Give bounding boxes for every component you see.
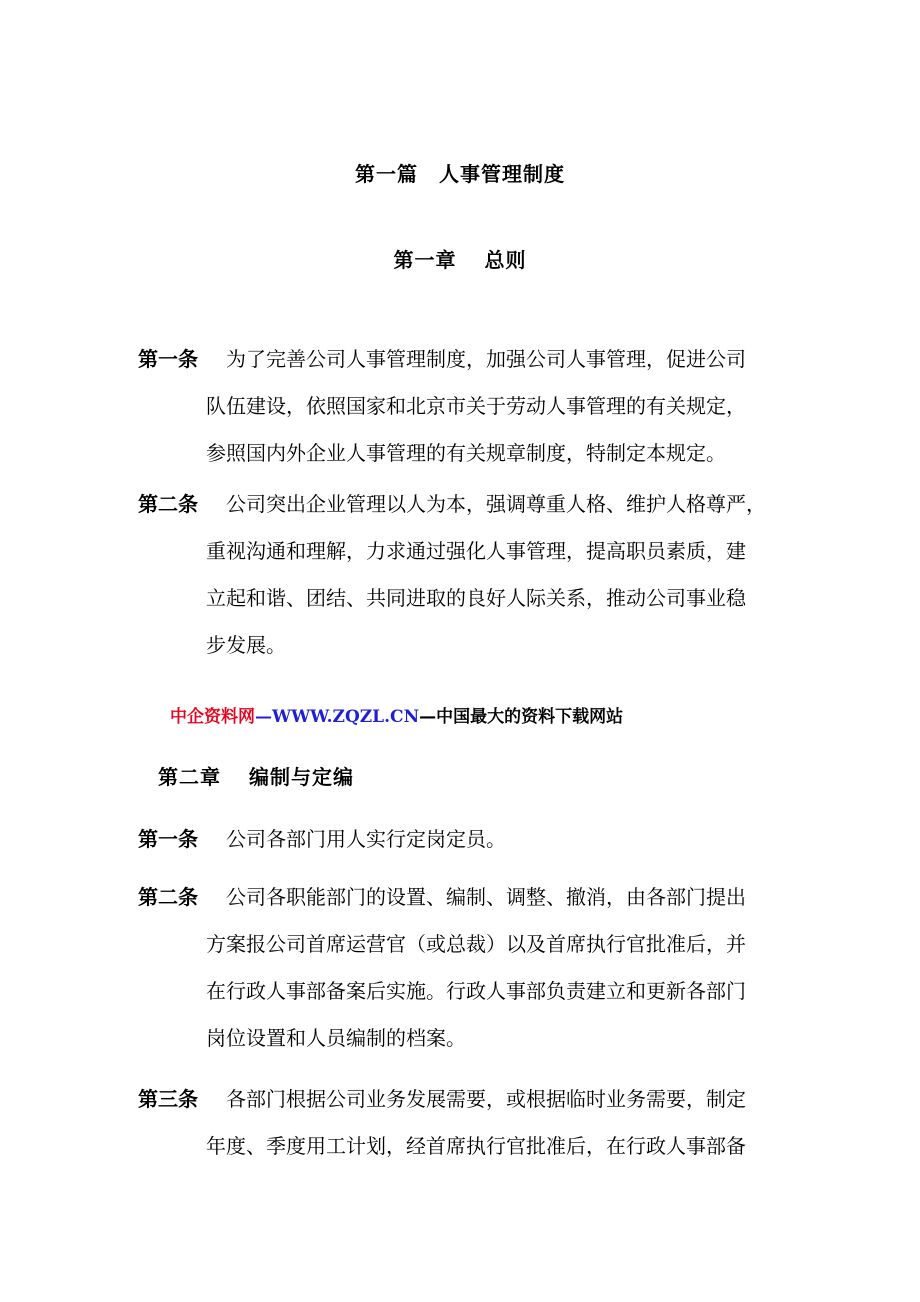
watermark-url: WWW.ZQZL.CN — [272, 707, 420, 727]
chapter-2-article-2 — [138, 874, 798, 1062]
article-text-line: 岗位设置和人员编制的档案。 — [206, 1026, 466, 1050]
part-title: 第一篇 人事管理制度 — [355, 162, 565, 186]
article-text-line: 参照国内外企业人事管理的有关规章制度，特制定本规定。 — [206, 441, 726, 465]
article-text-line: 立起和谐、团结、共同进取的良好人际关系，推动公司事业稳 — [206, 586, 746, 610]
article-text-line: 公司突出企业管理以人为本，强调尊重人格、维护人格尊严， — [226, 492, 766, 516]
chapter-1-title: 总则 — [484, 248, 527, 272]
article-label: 第二条 — [138, 885, 198, 909]
chapter-2-article-3 — [138, 1076, 798, 1170]
article-text-line: 在行政人事部备案后实施。行政人事部负责建立和更新各部门 — [206, 979, 746, 1003]
article-first-line — [138, 1076, 798, 1123]
article-text-line: 公司各部门用人实行定岗定员。 — [226, 827, 506, 851]
chapter-1-heading — [0, 244, 920, 273]
watermark-slogan: 中国最大的资料下载网站 — [436, 707, 624, 727]
article-text-line: 为了完善公司人事管理制度，加强公司人事管理，促进公司 — [226, 347, 746, 371]
article-label: 第一条 — [138, 347, 198, 371]
article-first-line — [138, 816, 798, 863]
article-first-line — [138, 336, 798, 383]
article-text-line: 方案报公司首席运营官（或总裁）以及首席执行官批准后，并 — [206, 932, 746, 956]
chapter-1-article-1 — [138, 336, 798, 477]
watermark-site-name: 中企资料网 — [170, 707, 255, 727]
article-text-line: 队伍建设，依照国家和北京市关于劳动人事管理的有关规定， — [206, 394, 746, 418]
article-label: 第一条 — [138, 827, 198, 851]
site-watermark — [170, 702, 623, 727]
article-first-line — [138, 481, 798, 528]
article-text-line: 重视沟通和理解，力求通过强化人事管理，提高职员素质，建 — [206, 539, 746, 563]
chapter-1-article-2 — [138, 481, 798, 669]
article-text-line: 公司各职能部门的设置、编制、调整、撤消，由各部门提出 — [226, 885, 746, 909]
article-text-line: 步发展。 — [206, 633, 286, 657]
chapter-2-title: 编制与定编 — [249, 765, 354, 789]
chapter-1-label: 第一章 — [393, 248, 457, 272]
chapter-2-heading — [158, 761, 354, 790]
chapter-2-article-1 — [138, 816, 798, 863]
article-first-line — [138, 874, 798, 921]
chapter-2-label: 第二章 — [158, 765, 221, 789]
article-label: 第二条 — [138, 492, 198, 516]
article-label: 第三条 — [138, 1087, 198, 1111]
watermark-dash: — — [255, 707, 272, 727]
watermark-dash: — — [419, 707, 437, 727]
article-text-line: 各部门根据公司业务发展需要，或根据临时业务需要，制定 — [226, 1087, 746, 1111]
article-text-line: 年度、季度用工计划，经首席执行官批准后，在行政人事部备 — [206, 1134, 746, 1158]
